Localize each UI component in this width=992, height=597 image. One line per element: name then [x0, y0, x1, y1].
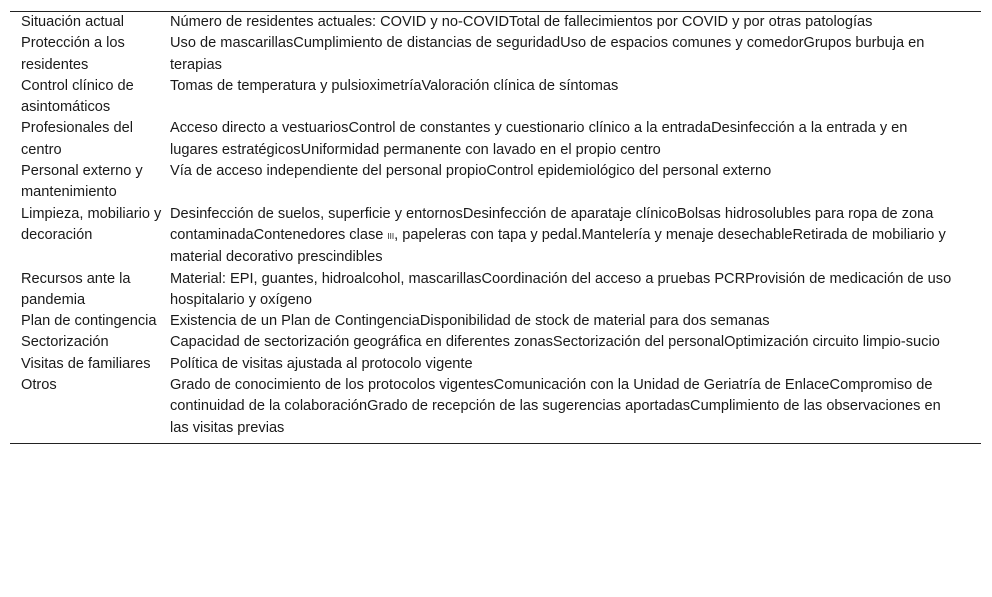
- table-row: [10, 12, 981, 34]
- row-items: Material: EPI, guantes, hidroalcohol, mascarillasCoordinación del acceso a pruebas PCRProvisión de medicación de uso hospitalario y oxígeno: [170, 270, 952, 308]
- row-category: Personal externo y mantenimiento: [21, 163, 143, 201]
- document-table-container: [10, 11, 981, 444]
- table-row: [10, 204, 981, 269]
- row-category: Otros: [21, 377, 57, 394]
- row-items: Tomas de temperatura y pulsioximetríaValoración clínica de síntomas: [170, 77, 619, 94]
- row-category: Visitas de familiares: [21, 355, 151, 372]
- table-row: [10, 33, 981, 76]
- row-category: Recursos ante la pandemia: [21, 270, 131, 308]
- row-category: Limpieza, mobiliario y decoración: [21, 205, 162, 243]
- row-category: Control clínico de asintomáticos: [21, 77, 134, 116]
- row-category: Protección a los residentes: [21, 35, 125, 73]
- table-row: [10, 118, 981, 161]
- row-items: Acceso directo a vestuariosControl de constantes y cuestionario clínico a la entradaDesinfección a la entrada y en lugares estratégicosUniformidad permanente con lavado en el propio centro: [170, 120, 908, 158]
- table-row: [10, 375, 981, 443]
- covid-checklist-table: [10, 11, 981, 444]
- row-items: Uso de mascarillasCumplimiento de distancias de seguridadUso de espacios comunes y comedorGrupos burbuja en terapias: [170, 35, 925, 73]
- roman-class-numeral: III: [387, 231, 395, 241]
- row-items-part: Desinfección de suelos, superficie y entornosDesinfección de aparataje clínicoBolsas hidrosolubles para ropa de zona contaminadaContenedores clase: [170, 205, 934, 243]
- table-row: [10, 269, 981, 312]
- row-items: Vía de acceso independiente del personal propioControl epidemiológico del personal externo: [170, 163, 772, 180]
- table-row: [10, 76, 981, 119]
- row-category: Plan de contingencia: [21, 313, 157, 330]
- row-items: Número de residentes actuales: COVID y no-COVIDTotal de fallecimientos por COVID y por otras patologías: [170, 14, 873, 30]
- row-items: [170, 204, 981, 269]
- row-items: Existencia de un Plan de ContingenciaDisponibilidad de stock de material para dos semanas: [170, 313, 770, 330]
- row-items-part: , papeleras con tapa y pedal.Mantelería y menaje desechableRetirada de mobiliario y material decorativo prescindibles: [170, 226, 946, 266]
- row-category: Profesionales del centro: [21, 120, 133, 158]
- row-items: Capacidad de sectorización geográfica en diferentes zonasSectorización del personalOptimización circuito limpio-sucio: [170, 334, 940, 351]
- row-items: Política de visitas ajustada al protocolo vigente: [170, 355, 473, 372]
- row-category: Situación actual: [21, 14, 125, 30]
- table-row: [10, 161, 981, 204]
- table-row: [10, 332, 981, 353]
- row-items: Grado de conocimiento de los protocolos vigentesComunicación con la Unidad de Geriatría de EnlaceCompromiso de continuidad de la colaboraciónGrado de recepción de las sugerencias aportadasCumplimiento de las observaciones en las visitas previas: [170, 377, 941, 436]
- table-row: [10, 354, 981, 375]
- row-category: Sectorización: [21, 334, 109, 351]
- table-row: [10, 311, 981, 332]
